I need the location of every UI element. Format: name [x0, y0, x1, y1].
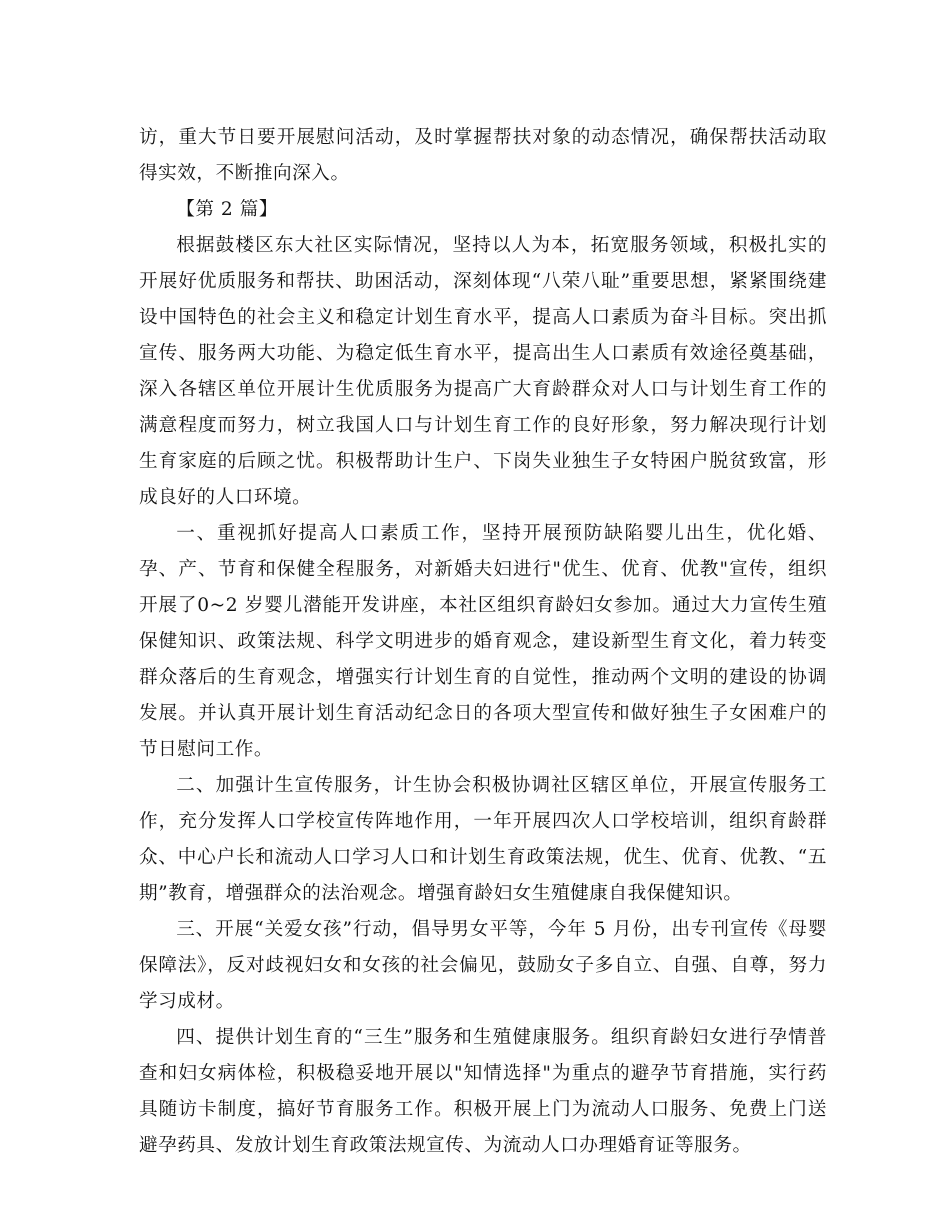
- paragraph-continuation: 访，重大节日要开展慰问活动，及时掌握帮扶对象的动态情况，确保帮扶活动取得实效，不断推向深入。: [139, 127, 827, 184]
- document-body: [139, 120, 827, 1164]
- paragraph-item-1: 一、重视抓好提高人口素质工作，坚持开展预防缺陷婴儿出生，优化婚、孕、产、节育和保健全程服务，对新婚夫妇进行"优生、优育、优教"宣传，组织开展了0~2 岁婴儿潜能开发讲座，本社区组织育龄妇女参加。通过大力宣传生殖保健知识、政策法规、科学文明进步的婚育观念，建设新型生育文化，着力转变群众落后的生育观念，增强实行计划生育的自觉性，推动两个文明的建设的协调发展。并认真开展计划生育活动纪念日的各项大型宣传和做好独生子女困难户的节日慰问工作。: [139, 523, 827, 760]
- paragraph-item-3: 三、开展“关爱女孩”行动，倡导男女平等，今年 5 月份，出专刊宣传《母婴保障法》，反对歧视妇女和女孩的社会偏见，鼓励女子多自立、自强、自尊，努力学习成材。: [139, 919, 827, 1012]
- section-heading: 【第 2 篇】: [176, 199, 279, 220]
- paragraph-item-2: 二、加强计生宣传服务，计生协会积极协调社区辖区单位，开展宣传服务工作，充分发挥人口学校宣传阵地作用，一年开展四次人口学校培训，组织育龄群众、中心户长和流动人口学习人口和计划生育政策法规，优生、优育、优教、“五期”教育，增强群众的法治观念。增强育龄妇女生殖健康自我保健知识。: [139, 775, 827, 904]
- paragraph-intro: 根据鼓楼区东大社区实际情况，坚持以人为本，拓宽服务领域，积极扎实的开展好优质服务和帮扶、助困活动，深刻体现“八荣八耻”重要思想，紧紧围绕建设中国特色的社会主义和稳定计划生育水平，提高人口素质为奋斗目标。突出抓宣传、服务两大功能、为稳定低生育水平，提高出生人口素质有效途径奠基础，深入各辖区单位开展计生优质服务为提高广大育龄群众对人口与计划生育工作的满意程度而努力，树立我国人口与计划生育工作的良好形象，努力解决现行计划生育家庭的后顾之忧。积极帮助计生户、下岗失业独生子女特困户脱贫致富，形成良好的人口环境。: [139, 235, 827, 508]
- paragraph-item-4: 四、提供计划生育的“三生”服务和生殖健康服务。组织育龄妇女进行孕情普查和妇女病体检，积极稳妥地开展以"知情选择"为重点的避孕节育措施，实行药具随访卡制度，搞好节育服务工作。积极开展上门为流动人口服务、免费上门送避孕药具、发放计划生育政策法规宣传、为流动人口办理婚育证等服务。: [139, 1027, 827, 1156]
